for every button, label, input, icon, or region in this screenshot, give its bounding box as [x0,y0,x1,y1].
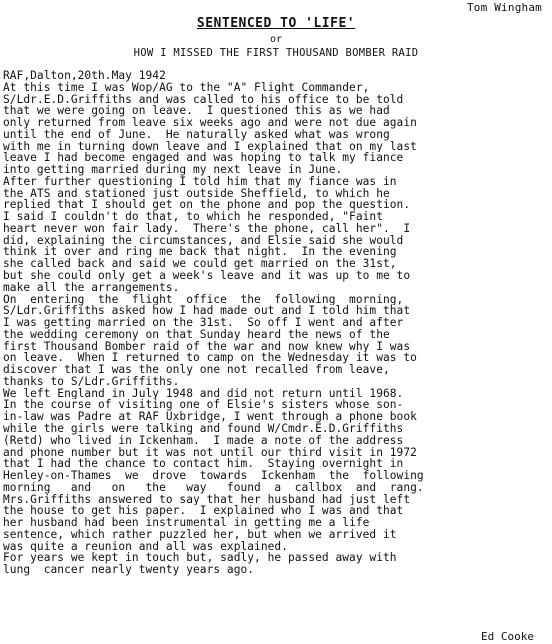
author-name-top: Tom Wingham [466,1,542,14]
article-title: SENTENCED TO 'LIFE' [196,16,356,31]
body-line: For years we kept in touch but, sadly, he passed away with [3,552,397,565]
body-line: think it over and ring me back that night. In the evening [3,246,397,259]
article-subtitle: HOW I MISSED THE FIRST THOUSAND BOMBER RAID [133,47,419,59]
body-line: replied that I should get on the phone and pop the question. [3,199,411,212]
body-line: the ATS and stationed just outside Sheffield, to which he [3,187,390,200]
body-line: was quite a reunion and all was explained. [3,540,288,553]
body-line: Henley-on-Thames we drove towards Ickenham the following [3,470,424,482]
body-line: In the course of visiting one of Elsie's sisters whose son- [3,399,404,412]
author-sign-off: Ed Cooke [481,630,534,643]
body-line: We left England in July 1948 and did not return until 1968. [3,387,404,400]
body-line: After further questioning I told him that my fiance was in [3,175,397,188]
body-line: RAF,Dalton,20th.May 1942 [3,70,166,82]
body-line: make all the arrangements. [3,281,180,294]
body-line: on leave. When I returned to camp on the Wednesday it was to [3,352,417,365]
body-line: S/Ldr.E.D.Griffiths and was called to his office to be told [3,93,404,106]
body-line: S/Ldr.Griffiths asked how I had made out and I told him that [3,305,411,318]
body-line: only returned from leave six weeks ago and were not due again [3,117,417,129]
body-line: her husband had been instrumental in getting me a life [3,517,370,529]
body-line: heart never won fair lady. There's the phone, call her". I [3,222,411,235]
article-body [3,70,541,576]
body-line: Mrs.Griffiths answered to say that her husband had just left [3,493,411,506]
body-line: I was getting married on the 31st. So off I went and after [3,317,404,329]
body-line: and phone number but it was not until our third visit in 1972 [3,446,417,459]
body-line: sentence, which rather puzzled her, but when we arrived it [3,528,397,541]
body-line: At this time I was Wop/AG to the "A" Flight Commander, [3,81,370,94]
body-line: with me in turning down leave and I explained that on my last [3,140,417,153]
body-line: leave I had become engaged and was hoping to talk my fiance [3,152,404,165]
body-line: discover that I was the only one not recalled from leave, [3,364,390,376]
body-line: until the end of June. He naturally asked what was wrong [3,128,390,141]
body-line: she called back and said we could get married on the 31st, [3,258,397,271]
body-line: thanks to S/Ldr.Griffiths. [3,375,180,388]
body-line: but she could only get a week's leave and it was up to me to [3,270,411,282]
body-line: first Thousand Bomber raid of the war and now knew why I was [3,340,411,353]
body-line: On entering the flight office the following morning, [3,293,404,306]
body-line: the house to get his paper. I explained who I was and that [3,505,404,518]
body-line: while the girls were talking and found W/Cmdr.E.D.Griffiths [3,422,404,435]
body-line: that we were going on leave. I questioned this as we had [3,105,390,118]
body-line: lung cancer nearly twenty years ago. [3,564,255,576]
body-line: did, explaining the circumstances, and Elsie said she would [3,234,404,247]
body-line: into getting married during my next leave in June. [3,164,343,176]
body-line: in-law was Padre at RAF Uxbridge, I went through a phone book [3,411,417,423]
body-line: that I had the chance to contact him. Staying overnight in [3,458,404,471]
body-line: I said I couldn't do that, to which he responded, "Faint [3,211,383,223]
body-line: the wedding ceremony on that Sunday heard the news of the [3,328,390,341]
title-or-separator: or [269,34,283,45]
body-line: (Retd) who lived in Ickenham. I made a note of the address [3,434,404,447]
body-line: morning and on the way found a callbox and rang. [3,481,424,494]
